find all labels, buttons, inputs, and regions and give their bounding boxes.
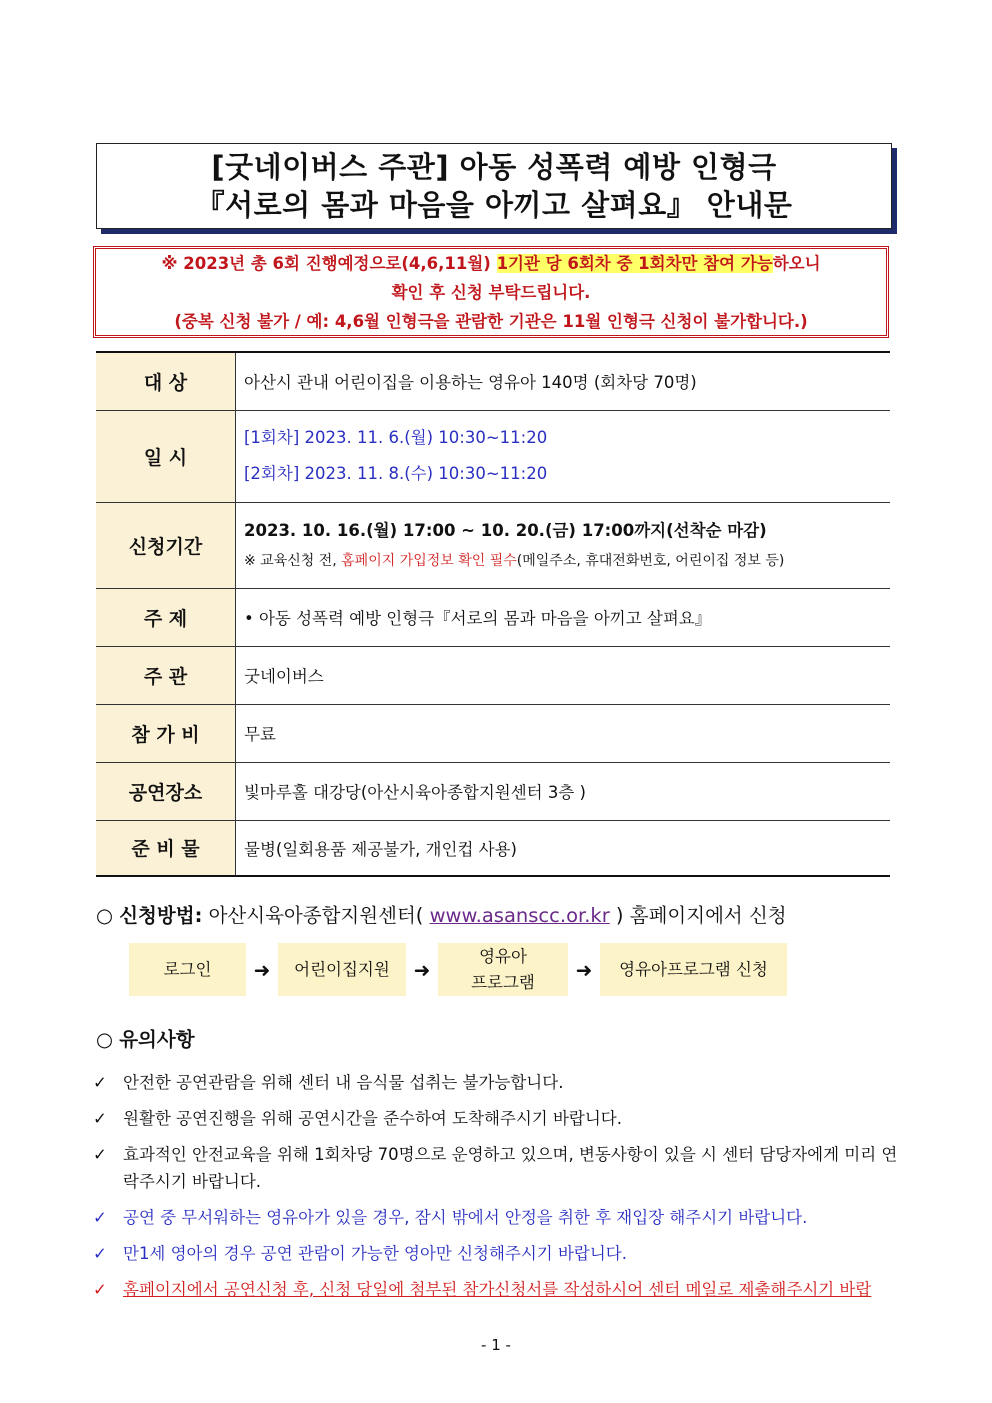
notice-line-3: (중복 신청 불가 / 예: 4,6월 인형극을 관람한 기관은 11월 인형극 신청이 불가합니다.) [174,311,808,331]
period-value: 2023. 10. 16.(월) 17:00 ~ 10. 20.(금) 17:00까지(선착순 마감) [244,521,767,540]
notes-list [93,1069,899,1312]
website-link[interactable]: www.asanscc.or.kr [429,904,610,927]
list-item: ✓ 원활한 공연진행을 위해 공연시간을 준수하여 도착해주시기 바랍니다. [93,1105,899,1132]
table-row-venue [96,762,890,820]
check-icon: ✓ [93,1280,107,1299]
label-theme: 주 제 [96,588,236,646]
apply-flow [129,943,787,996]
apply-label: 신청방법: [119,904,203,927]
label-target: 대 상 [96,352,236,410]
value-venue: 빛마루홀 대강당(아산시육아종합지원센터 3층 ) [236,762,891,820]
flow-step-login: 로그인 [129,943,246,996]
arrow-right-icon: ➜ [575,957,593,982]
value-target: 아산시 관내 어린이집을 이용하는 영유아 140명 (회차당 70명) [236,352,891,410]
info-table [96,351,890,877]
circle-bullet-icon: ○ [96,1028,114,1051]
list-item: ✓ 효과적인 안전교육을 위해 1회차당 70명으로 운영하고 있으며, 변동사항이 있을 시 센터 담당자에게 미리 연락주시기 바랍니다. [93,1141,899,1195]
table-row-period [96,502,890,588]
notice-box [93,246,889,338]
flow-step-program-apply: 영유아프로그램 신청 [600,943,787,996]
table-row-theme [96,588,890,646]
arrow-right-icon: ➜ [413,957,431,982]
label-prepare: 준 비 물 [96,820,236,876]
label-fee: 참 가 비 [96,704,236,762]
session-2: [2회차] 2023. 11. 8.(수) 10:30~11:20 [244,464,548,483]
table-row-datetime [96,410,890,502]
table-row-fee [96,704,890,762]
arrow-right-icon: ➜ [253,957,271,982]
label-host: 주 관 [96,646,236,704]
page-number: - 1 - [481,1336,511,1354]
session-1: [1회차] 2023. 11. 6.(월) 10:30~11:20 [244,428,548,447]
flow-step-daycare-support: 어린이집지원 [278,943,406,996]
list-item: ✓ 안전한 공연관람을 위해 센터 내 음식물 섭취는 불가능합니다. [93,1069,899,1096]
check-icon: ✓ [93,1208,107,1227]
period-note: ※ 교육신청 전, 홈페이지 가입정보 확인 필수(메일주소, 휴대전화번호, 어린이집 정보 등) [244,553,785,569]
document-title-box [96,143,892,229]
title-line-1: [굿네이버스 주관] 아동 성폭력 예방 인형극 [211,150,777,184]
apply-method: ○ 신청방법: 아산시육아종합지원센터( www.asanscc.or.kr ) 홈페이지에서 신청 [96,904,787,927]
value-host: 굿네이버스 [236,646,891,704]
label-datetime: 일 시 [96,410,236,502]
notice-highlight: 1기관 당 6회차 중 1회차만 참여 가능 [496,253,773,273]
title-line-2: 『서로의 몸과 마음을 아끼고 살펴요』 안내문 [195,188,793,222]
check-icon: ✓ [93,1109,107,1128]
check-icon: ✓ [93,1145,107,1164]
list-item: ✓ 공연 중 무서워하는 영유아가 있을 경우, 잠시 밖에서 안정을 취한 후 재입장 해주시기 바랍니다. [93,1204,899,1231]
value-period [236,502,891,588]
label-period: 신청기간 [96,502,236,588]
value-fee: 무료 [236,704,891,762]
circle-bullet-icon: ○ [96,904,114,927]
notice-line-1: ※ 2023년 총 6회 진행예정으로(4,6,11월) 1기관 당 6회차 중 1회차만 참여 가능하오니 [161,253,821,273]
table-row-prepare [96,820,890,876]
list-item: ✓ 홈페이지에서 공연신청 후, 신청 당일에 첨부된 참가신청서를 작성하시어 센터 메일로 제출해주시기 바랍 [93,1276,899,1303]
flow-step-program: 영유아 프로그램 [438,943,568,996]
value-theme: • 아동 성폭력 예방 인형극『서로의 몸과 마음을 아끼고 살펴요』 [236,588,891,646]
value-prepare: 물병(일회용품 제공불가, 개인컵 사용) [236,820,891,876]
table-row-target [96,352,890,410]
notice-line-2: 확인 후 신청 부탁드립니다. [391,282,591,302]
notes-heading: ○ 유의사항 [96,1028,195,1051]
label-venue: 공연장소 [96,762,236,820]
check-icon: ✓ [93,1244,107,1263]
table-row-host [96,646,890,704]
value-datetime [236,410,891,502]
check-icon: ✓ [93,1073,107,1092]
list-item: ✓ 만1세 영아의 경우 공연 관람이 가능한 영아만 신청해주시기 바랍니다. [93,1240,899,1267]
